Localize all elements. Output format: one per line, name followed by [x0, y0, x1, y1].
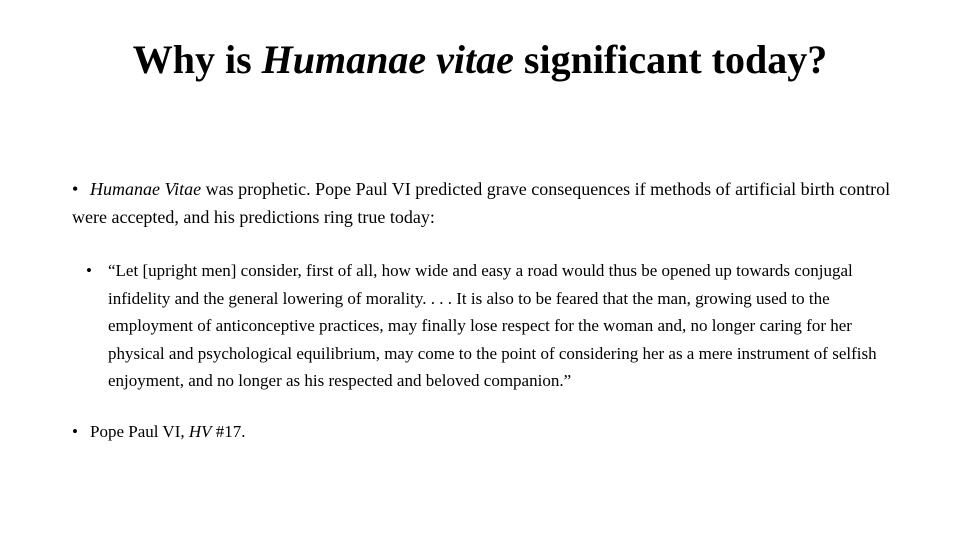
bullet-point-citation — [72, 419, 246, 445]
title-text-italic: Humanae vitae — [261, 37, 514, 82]
citation-text-after: #17. — [211, 422, 246, 441]
bullet-icon: • — [72, 422, 78, 441]
point-text: was prophetic. Pope Paul VI predicted grave consequences if methods of artificial birth control were accepted, and his predictions ring true today: — [72, 179, 891, 227]
bullet-icon: • — [86, 261, 92, 280]
sub-bullet-quote — [86, 257, 886, 395]
bullet-point-prophetic — [72, 175, 892, 231]
citation-text-italic: HV — [188, 422, 212, 441]
title-text-after: significant today? — [513, 37, 828, 82]
bullet-icon: • — [72, 179, 79, 199]
title-text-before: Why is — [132, 37, 262, 82]
slide-title — [0, 34, 960, 86]
citation-text-before: Pope Paul VI, — [90, 422, 189, 441]
point-italic-title: Humanae Vitae — [90, 179, 202, 199]
quote-paragraph — [86, 257, 886, 395]
quote-text: “Let [upright men] consider, first of all, how wide and easy a road would thus be opened up towards conjugal infidelity and the general lowering of morality. . . . It is also to be feared that the man, growing used to the employment of anticonceptive practices, may finally lose respect for the woman and, no longer caring for her physical and psychological equilibrium, may come to the point of considering her as a mere instrument of selfish enjoyment, and no longer as his respected and beloved companion.” — [108, 261, 877, 390]
